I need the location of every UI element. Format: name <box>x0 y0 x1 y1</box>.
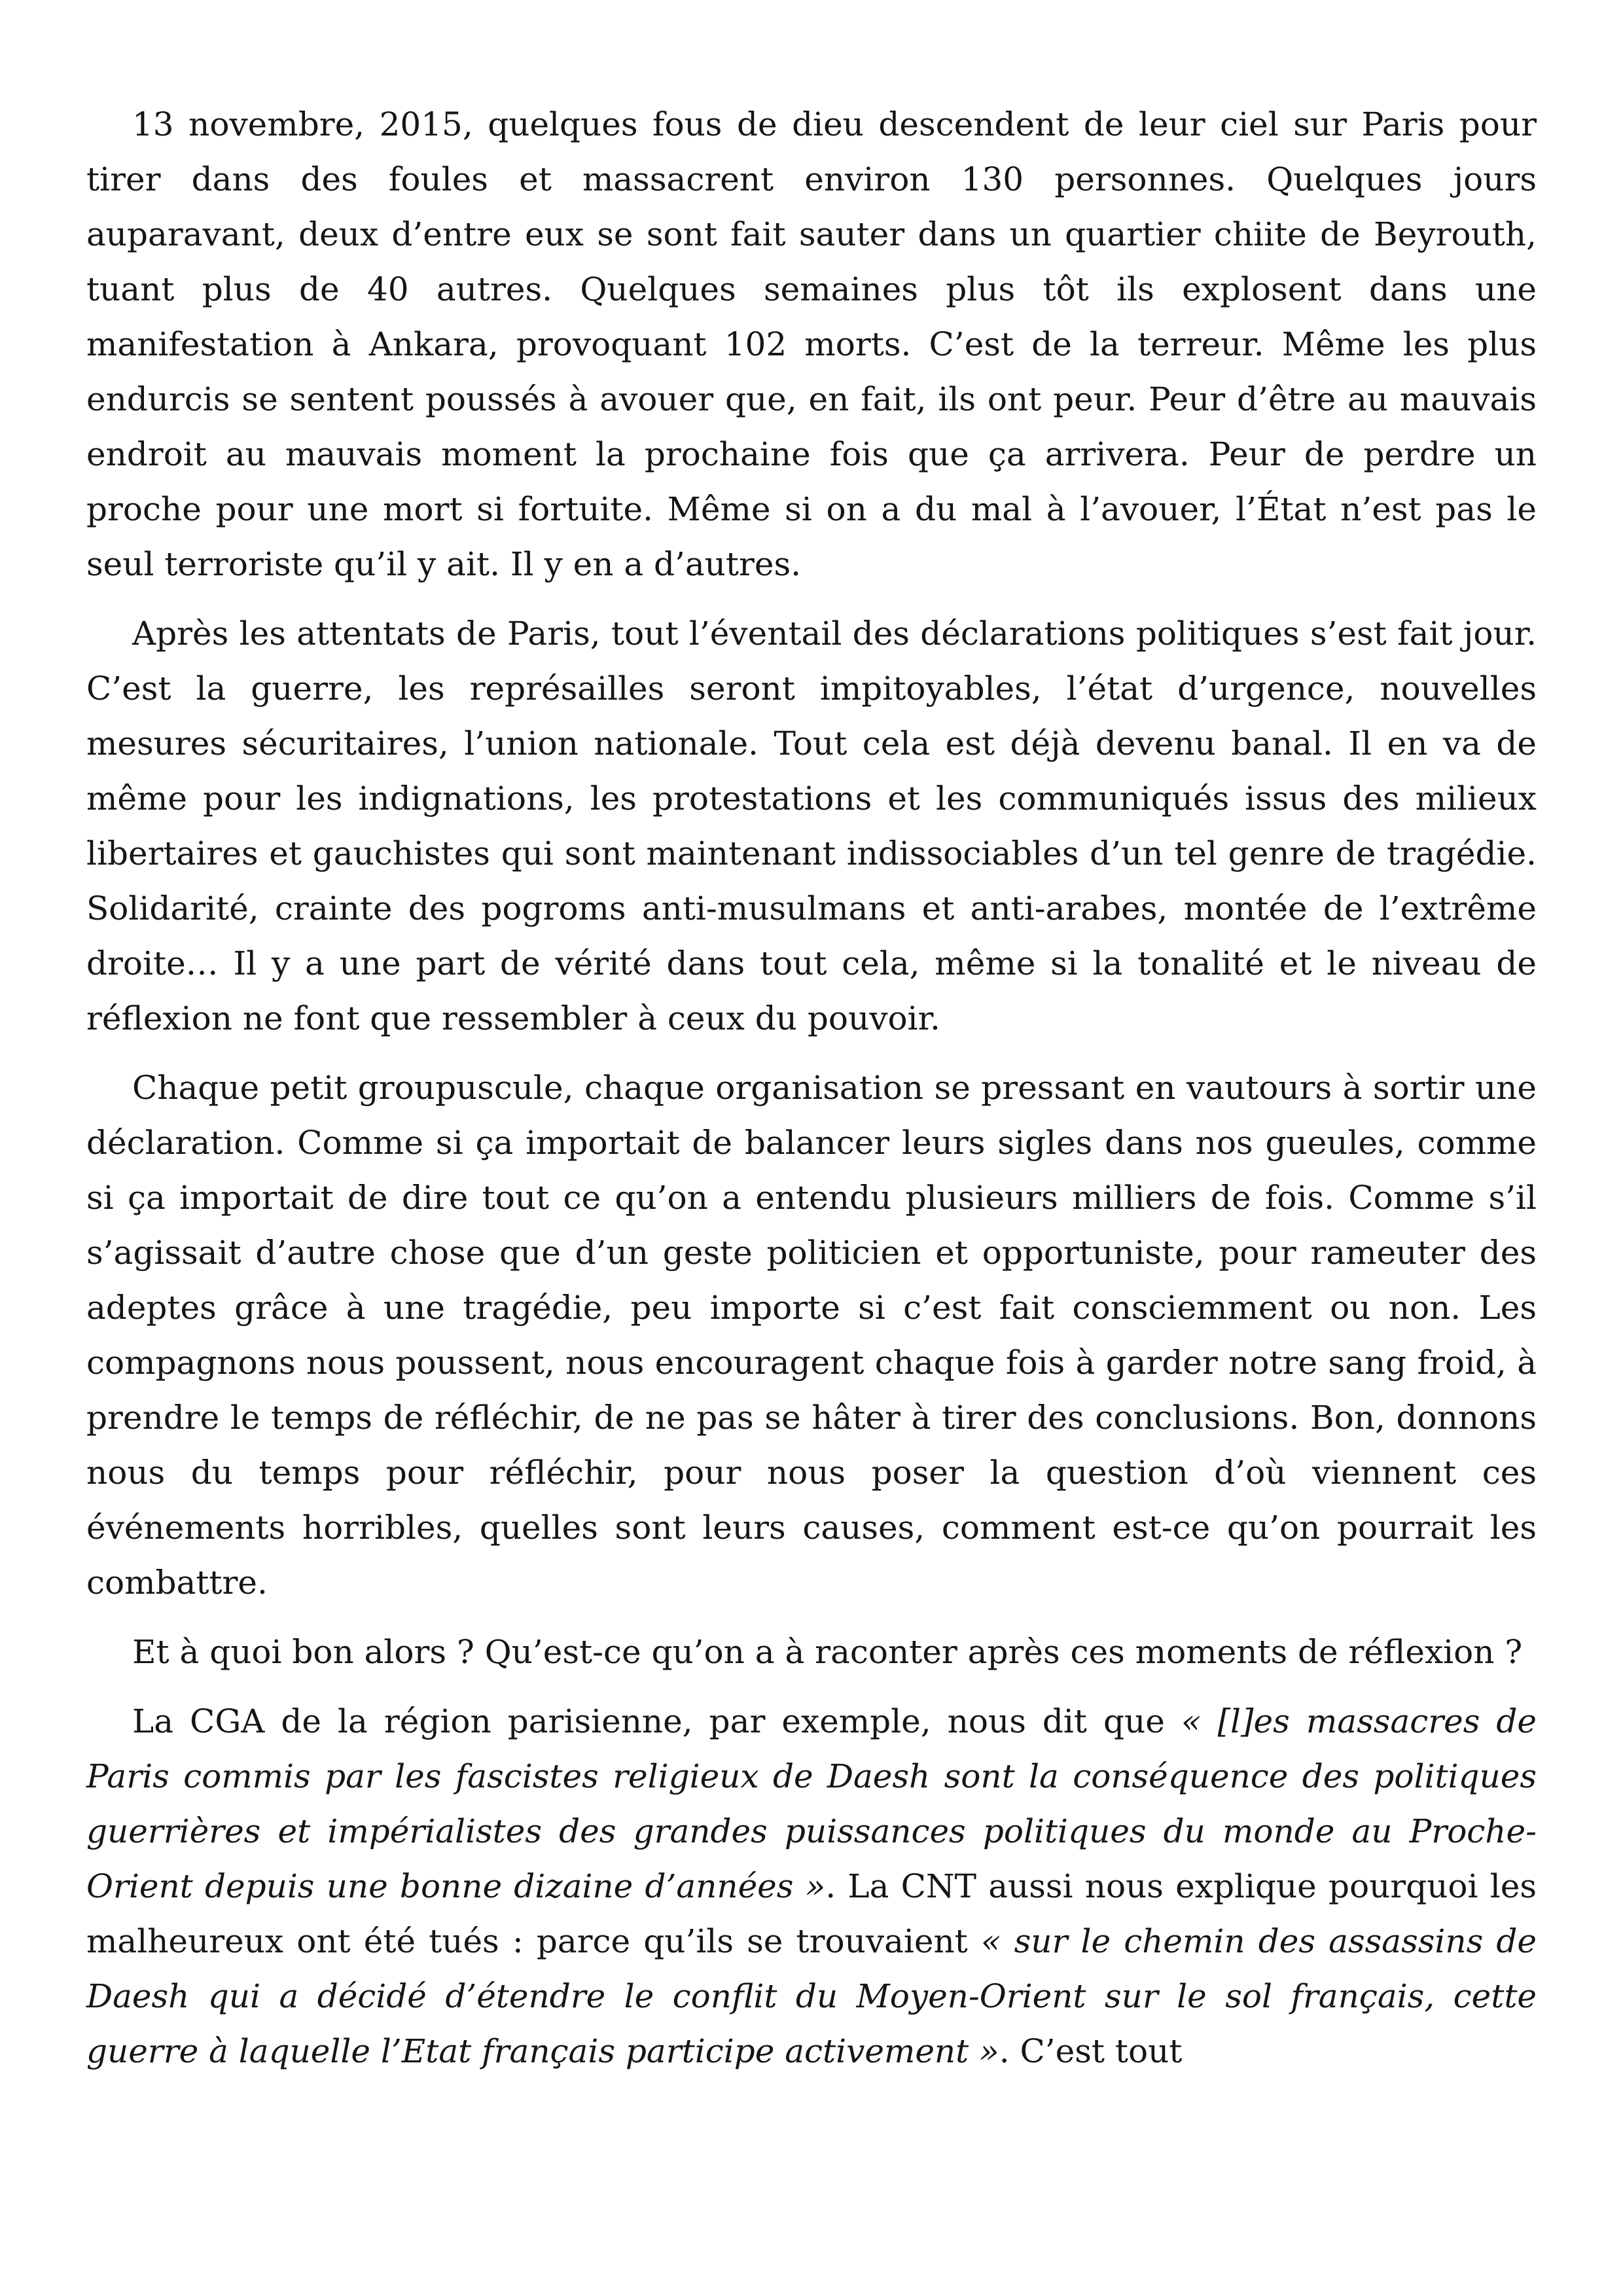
paragraph-1-text: 13 novembre, 2015, quelques fous de dieu descendent de leur ciel sur Paris pour tirer dans des foules et massacrent environ 130 personnes. Quelques jours auparavant, deux d’entre eux se sont fait sauter dans un quartier chiite de Beyrouth, tuant plus de 40 autres. Quelques semaines plus tôt ils explosent dans une manifestation à Ankara, provoquant 102 morts. C’est de la terreur. Même les plus endurcis se sentent poussés à avouer que, en fait, ils ont peur. Peur d’être au mauvais endroit au mauvais moment la prochaine fois que ça arrivera. Peur de perdre un proche pour une mort si fortuite. Même si on a du mal à l’avouer, l’État n’est pas le seul terroriste qu’il y ait. Il y en a d’autres. <box>86 105 1537 583</box>
paragraph-3-text: Chaque petit groupuscule, chaque organisation se pressant en vautours à sortir une déclaration. Comme si ça importait de balancer leurs sigles dans nos gueules, comme si ça importait de dire tout ce qu’on a entendu plusieurs milliers de fois. Comme s’il s’agissait d’autre chose que d’un geste politicien et opportuniste, pour rameuter des adeptes grâce à une tragédie, peu importe si c’est fait consciemment ou non. Les compagnons nous poussent, nous encouragent chaque fois à garder notre sang froid, à prendre le temps de réfléchir, de ne pas se hâter à tirer des conclusions. Bon, donnons nous du temps pour réfléchir, pour nous poser la question d’où viennent ces événements horribles, quelles sont leurs causes, comment est-ce qu’on pourrait les combattre. <box>86 1069 1537 1602</box>
quote-cnt: « sur le chemin des assassins de Daesh qui a décidé d’étendre le conflit du Moyen-Orient sur le sol français, cette guerre à laquelle l’Etat français participe activement » <box>86 1922 1537 2070</box>
paragraph-5-text-b: . La CNT aussi nous explique pourquoi les malheureux ont été tués : parce qu’ils se trouvaient <box>86 1867 1537 1960</box>
document-page <box>86 97 1537 2093</box>
paragraph-4 <box>86 1624 1537 1679</box>
paragraph-4-text: Et à quoi bon alors ? Qu’est-ce qu’on a à raconter après ces moments de réflexion ? <box>132 1633 1523 1671</box>
paragraph-3 <box>86 1060 1537 1610</box>
paragraph-2-text: Après les attentats de Paris, tout l’éventail des déclarations politiques s’est fait jour. C’est la guerre, les représailles seront impitoyables, l’état d’urgence, nouvelles mesures sécuritaires, l’union nationale. Tout cela est déjà devenu banal. Il en va de même pour les indignations, les protestations et les communiqués issus des milieux libertaires et gauchistes qui sont maintenant indissociables d’un tel genre de tragédie. Solidarité, crainte des pogroms anti-musulmans et anti-arabes, montée de l’extrême droite… Il y a une part de vérité dans tout cela, même si la tonalité et le niveau de réflexion ne font que ressembler à ceux du pouvoir. <box>86 615 1537 1037</box>
paragraph-1 <box>86 97 1537 592</box>
paragraph-5-text-a: La CGA de la région parisienne, par exemple, nous dit que <box>132 1702 1181 1740</box>
paragraph-5 <box>86 1694 1537 2079</box>
paragraph-5-text-c: . C’est tout <box>999 2032 1183 2070</box>
quote-cga: « [l]es massacres de Paris commis par les fascistes religieux de Daesh sont la conséquence des politiques guerrières et impérialistes des grandes puissances politiques du monde au Proche-Orient depuis une bonne dizaine d’années » <box>86 1702 1537 1905</box>
paragraph-2 <box>86 606 1537 1046</box>
